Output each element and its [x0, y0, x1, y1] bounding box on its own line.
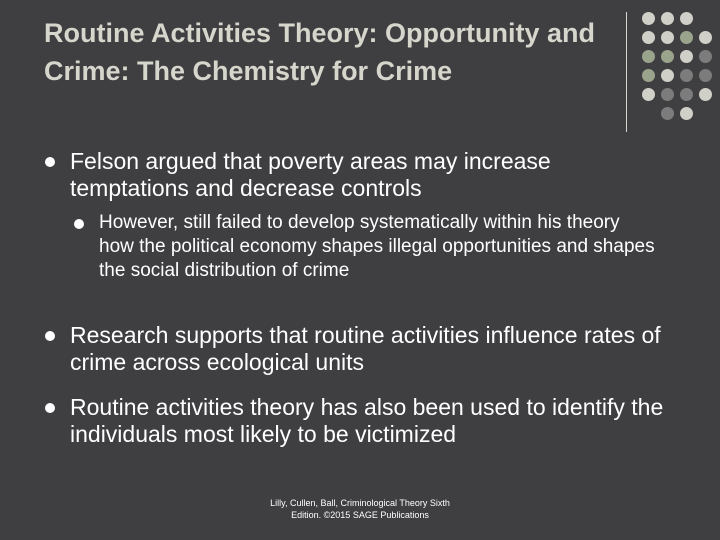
- decor-dot: [642, 12, 655, 25]
- title-divider-line: [626, 12, 627, 132]
- decor-dot: [642, 31, 655, 44]
- decor-dot: [699, 31, 712, 44]
- decor-dot: [680, 88, 693, 101]
- decor-dot: [661, 107, 674, 120]
- bullet-marker: [45, 157, 55, 167]
- decor-dot: [699, 69, 712, 82]
- decor-dot: [680, 69, 693, 82]
- bullet-marker: [45, 403, 55, 413]
- slide-title: Routine Activities Theory: Opportunity and Crime: The Chemistry for Crime: [44, 18, 596, 86]
- decor-dot: [680, 107, 693, 120]
- decor-dot: [642, 88, 655, 101]
- decor-dot: [661, 50, 674, 63]
- decor-dot: [680, 31, 693, 44]
- decor-dot: [661, 88, 674, 101]
- decor-dot: [661, 69, 674, 82]
- decor-dot: [680, 50, 693, 63]
- sub-bullet-text: However, still failed to develop systematically within his theory how the political economy shapes illegal opportunities and shapes the social distribution of crime: [99, 212, 655, 281]
- citation-footer: [240, 497, 480, 521]
- decor-dot: [699, 88, 712, 101]
- decor-dot: [642, 69, 655, 82]
- decor-dot: [661, 31, 674, 44]
- citation-line: Lilly, Cullen, Ball, Criminological Theory Sixth: [270, 498, 450, 508]
- bullet-marker: [45, 331, 55, 341]
- decor-dot: [642, 50, 655, 63]
- decorative-dot-grid: [640, 12, 720, 122]
- decor-dot: [680, 12, 693, 25]
- decor-dot: [699, 50, 712, 63]
- bullet-text: Routine activities theory has also been used to identify the individuals most likely to be victimized: [70, 394, 664, 447]
- bullet-text: Felson argued that poverty areas may increase temptations and decrease controls: [70, 148, 551, 201]
- citation-line: Edition. ©2015 SAGE Publications: [291, 510, 429, 520]
- sub-bullet-marker: [74, 219, 84, 229]
- bullet-text: Research supports that routine activities influence rates of crime across ecological units: [70, 322, 661, 375]
- decor-dot: [661, 12, 674, 25]
